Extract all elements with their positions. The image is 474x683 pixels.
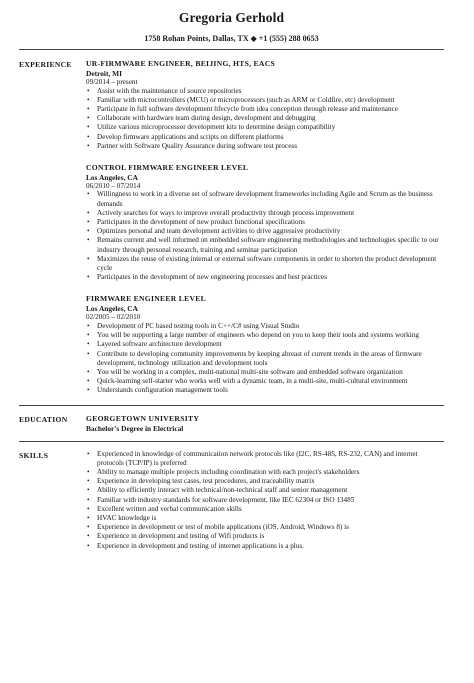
- skill-bullet: • Experience in development and testing of internet applications is a plus.: [97, 542, 444, 551]
- education-label: EDUCATION: [19, 414, 68, 424]
- skills-list: [86, 450, 444, 551]
- job-bullet: • Understands configuration management tools: [97, 386, 444, 395]
- job-title: FIRMWARE ENGINEER LEVEL: [86, 294, 206, 304]
- skills-section: [19, 450, 444, 551]
- skill-bullet: • Familiar with industry standards for software development, like IEC 62304 or ISO 13485: [97, 496, 444, 505]
- job-bullet: • Contribute to developing community improvements by keeping abreast of current trends in the areas of firmware development, technology utilization and development tools: [97, 350, 444, 368]
- education-school: GEORGETOWN UNIVERSITY: [86, 413, 200, 423]
- skill-bullet: • Ability to manage multiple projects including coordination with each project's stakeholders: [97, 468, 444, 477]
- education-body: [86, 414, 444, 433]
- job-bullet: • Assist with the maintenance of source repositories: [97, 87, 444, 96]
- job-bullet: • Participate in full software development lifecycle from idea conception through release and maintenance: [97, 105, 444, 114]
- job-title: CONTROL FIRMWARE ENGINEER LEVEL: [86, 162, 249, 172]
- job-bullet: • Remains current and well informed on embedded software engineering methodologies and technologies specific to our industry through personal research, training and seminar participation: [97, 236, 444, 254]
- job-dates: 09/2014 – present: [86, 78, 138, 86]
- job-bullet: • Develop firmware applications and scripts on different platforms: [97, 133, 444, 142]
- job-bullet: • Participates in the development of new engineering processes and best practices: [97, 273, 444, 282]
- job-dates: 02/2005 – 02/2010: [86, 313, 141, 322]
- skill-bullet: • HVAC knowledge is: [97, 514, 444, 523]
- job-bullet: • Partner with Software Quality Assurance during software test process: [97, 142, 444, 151]
- experience-label: EXPERIENCE: [19, 60, 72, 69]
- skill-bullet: • Experienced in knowledge of communication network protocols like (I2C, RS-485, RS-232, CAN) and internet protocols (TCP/IP) is preferred: [97, 450, 444, 468]
- experience-section: [19, 59, 444, 405]
- job-bullet: • Quick-learning self-starter who works well with a dynamic team, in a multi-site, multi-cultural environment: [97, 377, 444, 386]
- job-bullet: • Optimizes personal and team development activities to drive aggressive productivity: [97, 227, 444, 236]
- education-section: [19, 414, 444, 433]
- experience-jobs: [86, 59, 444, 405]
- skill-bullet: • Ability to efficiently interact with technical/non-technical staff and senior management: [97, 486, 444, 495]
- job-bullet: • Participates in the development of new product functional specifications: [97, 218, 444, 227]
- contact-line: 1758 Rohan Points, Dallas, TX ◆ +1 (555) 288 0653: [144, 34, 319, 43]
- job-bullets: [86, 87, 444, 151]
- skill-bullet: • Experience in development or test of mobile applications (iOS, Android, Windows 8) is: [97, 523, 444, 532]
- job-bullet: • Maximizes the reuse of existing internal or external software components in order to shorten the product development cycle: [97, 255, 444, 273]
- job-bullet: • Familiar with microcontrollers (MCU) or microprocessors (such as ARM or Coldfire, etc) development: [97, 96, 444, 105]
- job-bullet: • Development of PC based testing tools in C++/C# using Visual Studio: [97, 322, 444, 331]
- experience-divider: [19, 405, 444, 406]
- job-bullet: • You will be working in a complex, multi-national multi-site software and embedded software organization: [97, 368, 444, 377]
- job-bullet: • Layered software architecture development: [97, 340, 444, 349]
- job-entry: [86, 163, 444, 283]
- education-degree: Bachelor's Degree in Electrical: [86, 423, 184, 433]
- candidate-name: Gregoria Gerhold: [178, 10, 285, 25]
- job-bullets: [86, 322, 444, 396]
- job-bullet: • Collaborate with hardware team during design, development and debugging: [97, 114, 444, 123]
- job-entry: [86, 59, 444, 151]
- skill-bullet: • Experience in developing test cases, test procedures, and traceability matrix: [97, 477, 444, 486]
- skill-bullet: • Excellent written and verbal communication skills: [97, 505, 444, 514]
- job-location: Los Angeles, CA: [86, 172, 138, 182]
- job-bullet: • You will be supporting a large number of engineers who depend on you to keep their tools and systems working: [97, 331, 444, 340]
- job-entry: [86, 294, 444, 395]
- job-dates: 06/2010 – 07/2014: [86, 181, 141, 190]
- job-bullet: • Utilize various microprocessor development kits to determine design compatibility: [97, 123, 444, 132]
- job-bullets: [86, 190, 444, 282]
- job-bullet: • Actively searches for ways to improve overall productivity through process improvement: [97, 209, 444, 218]
- skill-bullet: • Experience in development and testing of Wifi products is: [97, 532, 444, 541]
- skills-body: [86, 450, 444, 551]
- job-bullet: • Willingness to work in a diverse set of software development frameworks including Agile and Scrum as the business demands: [97, 190, 444, 208]
- education-divider: [19, 441, 444, 442]
- job-title: UR-FIRMWARE ENGINEER, BEIJING, HTS, EACS: [86, 59, 276, 68]
- job-location: Detroit, MI: [86, 69, 122, 78]
- job-location: Los Angeles, CA: [86, 304, 138, 314]
- skills-label: SKILLS: [19, 450, 49, 460]
- header-divider: [19, 49, 444, 50]
